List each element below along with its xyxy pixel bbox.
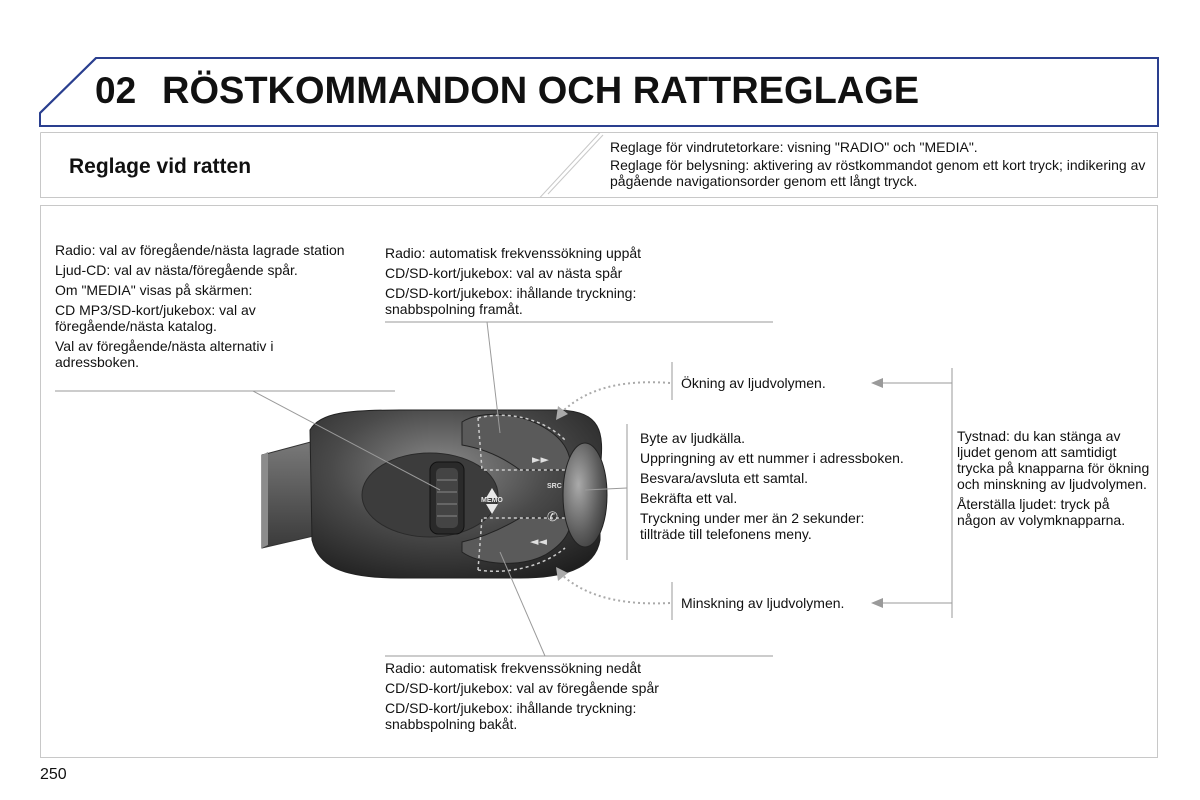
callout-line: CD/SD-kort/jukebox: ihållande tryckning: snabbspolning bakåt.	[385, 700, 637, 732]
callout-line: CD MP3/SD-kort/jukebox: val av föregående/nästa katalog.	[55, 302, 256, 334]
arrow-left-icon	[871, 378, 883, 388]
callout-line: Tystnad: du kan stänga av ljudet genom att samtidigt trycka på knapparna för ökning och minskning av ljudvolymen.	[957, 428, 1150, 492]
intro-line: Reglage för belysning: aktivering av röstkommandot genom ett kort tryck; indikering av pågående navigationsorder genom ett långt tryck.	[610, 157, 1146, 189]
callout-thumbwheel	[55, 242, 345, 374]
callout-line: Radio: automatisk frekvenssökning uppåt	[385, 245, 642, 261]
callout-seek-down	[385, 660, 725, 736]
fast-forward-icon: ►►	[532, 453, 549, 466]
chapter-title: RÖSTKOMMANDON OCH RATTREGLAGE	[162, 70, 920, 112]
callout-line: Ljud-CD: val av nästa/föregående spår.	[55, 262, 298, 278]
callout-volume-up: Ökning av ljudvolymen.	[681, 375, 826, 391]
callout-line: Bekräfta ett val.	[640, 490, 738, 506]
callout-line: Återställa ljudet: tryck på någon av volymknapparna.	[957, 496, 1126, 528]
callout-line: Val av föregående/nästa alternativ i adressboken.	[55, 338, 274, 370]
callout-volume-down: Minskning av ljudvolymen.	[681, 595, 845, 611]
page-number: 250	[40, 766, 67, 783]
stalk-stem	[262, 440, 318, 548]
callout-line: CD/SD-kort/jukebox: val av nästa spår	[385, 265, 623, 281]
callout-line: Byte av ljudkälla.	[640, 430, 746, 446]
src-label: SRC	[547, 483, 562, 490]
callout-mute	[957, 428, 1152, 532]
section-title: Reglage vid ratten	[69, 155, 252, 178]
memo-label: MEMO	[481, 497, 503, 504]
callout-line: CD/SD-kort/jukebox: ihållande tryckning: snabbspolning framåt.	[385, 285, 637, 317]
callout-line: Radio: val av föregående/nästa lagrade station	[55, 242, 345, 258]
arrow-left-icon	[871, 598, 883, 608]
chapter-number: 02	[95, 70, 137, 111]
callout-line: Om "MEDIA" visas på skärmen:	[55, 282, 253, 298]
callout-end-cap	[640, 430, 910, 546]
callout-line: Tryckning under mer än 2 sekunder: tillträde till telefonens meny.	[640, 510, 865, 542]
callout-seek-up	[385, 245, 715, 321]
stalk-end-cap[interactable]	[563, 443, 607, 547]
callout-line: Besvara/avsluta ett samtal.	[640, 470, 809, 486]
rewind-icon: ◄◄	[530, 535, 547, 548]
phone-icon: ✆	[547, 510, 558, 525]
volume-down-dotted-arrow	[562, 575, 670, 603]
callout-line: Uppringning av ett nummer i adressboken.	[640, 450, 904, 466]
thumbwheel[interactable]	[430, 462, 464, 534]
intro-line: Reglage för vindrutetorkare: visning "RADIO" och "MEDIA".	[610, 139, 978, 155]
volume-up-dotted-arrow	[562, 382, 670, 412]
callout-line: CD/SD-kort/jukebox: val av föregående spår	[385, 680, 659, 696]
callout-line: Radio: automatisk frekvenssökning nedåt	[385, 660, 642, 676]
